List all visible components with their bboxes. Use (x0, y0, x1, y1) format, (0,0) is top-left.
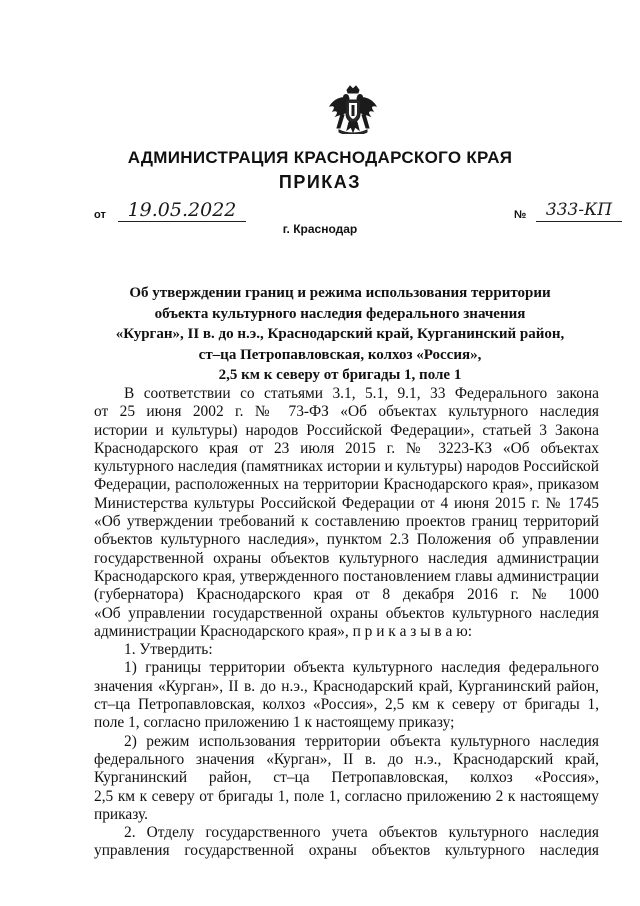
body-line: Министерства культуры Российской Федерации от 4 июня 2015 г. № 1745 (94, 494, 599, 512)
body-line: поле 1, согласно приложению 1 к настоящему приказу; (94, 714, 455, 732)
number-label: № (514, 209, 527, 221)
title-line: «Курган», II в. до н.э., Краснодарский край, Курганинский район, (115, 326, 565, 342)
body-line: управления государственной охраны объектов культурного наследия (94, 842, 599, 860)
body-line: 2. Отделу государственного учета объектов культурного наследия (124, 824, 599, 842)
date-label: от (94, 209, 106, 221)
coat-of-arms-emblem (327, 84, 379, 134)
body-line: (губернатора) Краснодарского края от 8 декабря 2016 г. № 1000 (94, 586, 599, 604)
title-line: 2,5 км к северу от бригады 1, поле 1 (218, 367, 462, 383)
body-line: «Об утверждении требований к составлению проектов границ территорий (94, 513, 599, 531)
city: г. Краснодар (282, 222, 358, 236)
body-line: 1) границы территории объекта культурного наследия федерального (124, 659, 599, 677)
document-body (94, 385, 599, 861)
body-line: приказу. (94, 805, 149, 823)
document-title (90, 283, 590, 386)
document-type: ПРИКАЗ (278, 172, 362, 192)
body-line: ст–ца Петропавловская, колхоз «Россия», 2,5 км к северу от бригады 1, (94, 696, 599, 714)
title-line: ст–ца Петропавловская, колхоз «Россия», (198, 346, 482, 363)
body-line: 2) режим использования территории объекта культурного наследия (124, 732, 599, 750)
organization-name: АДМИНИСТРАЦИЯ КРАСНОДАРСКОГО КРАЯ (127, 148, 513, 167)
body-line: культурного наследия (памятниках истории и культуры) народов Российской (94, 458, 599, 476)
title-line: Об утверждении границ и режима использования территории (129, 285, 551, 301)
body-line: Краснодарского края от 23 июля 2015 г. № 3223-КЗ «Об объектах (94, 439, 599, 457)
body-line: администрации Краснодарского края», п р и к а з ы в а ю: (94, 622, 472, 640)
date-value-handwritten: 19.05.2022 (118, 199, 246, 222)
body-line: значения «Курган», II в. до н.э., Краснодарский край, Курганинский район, (94, 677, 599, 695)
body-line: государственной охраны объектов культурного наследия администрации (94, 549, 599, 567)
body-line: 2,5 км к северу от бригады 1, поле 1, согласно приложению 2 к настоящему (94, 787, 599, 805)
number-value-handwritten: 333-КП (536, 199, 622, 222)
body-line: «Об управлении государственной охраны объектов культурного наследия (94, 604, 599, 622)
body-line: от 25 июня 2002 г. № 73-ФЗ «Об объектах культурного наследия (94, 403, 599, 421)
body-line: В соответствии со статьями 3.1, 5.1, 9.1, 33 Федерального закона (124, 385, 599, 402)
title-line: объекта культурного наследия федерального значения (154, 305, 526, 322)
body-line: Курганинский район, ст–ца Петропавловская, колхоз «Россия», (94, 769, 599, 787)
body-line: федерального значения «Курган», II в. до н.э., Краснодарский край, (94, 750, 599, 768)
body-line: 1. Утвердить: (124, 641, 213, 659)
body-line: объектов культурного наследия», пунктом 2.3 Положения об управлении (94, 531, 599, 549)
body-line: Краснодарского края, утвержденного постановлением главы администрации (94, 567, 599, 585)
body-line: истории и культуры) народов Российской Федерации», статьей 3 Закона (94, 421, 599, 439)
body-line: Федерации, расположенных на территории Краснодарского края», приказом (94, 476, 599, 494)
